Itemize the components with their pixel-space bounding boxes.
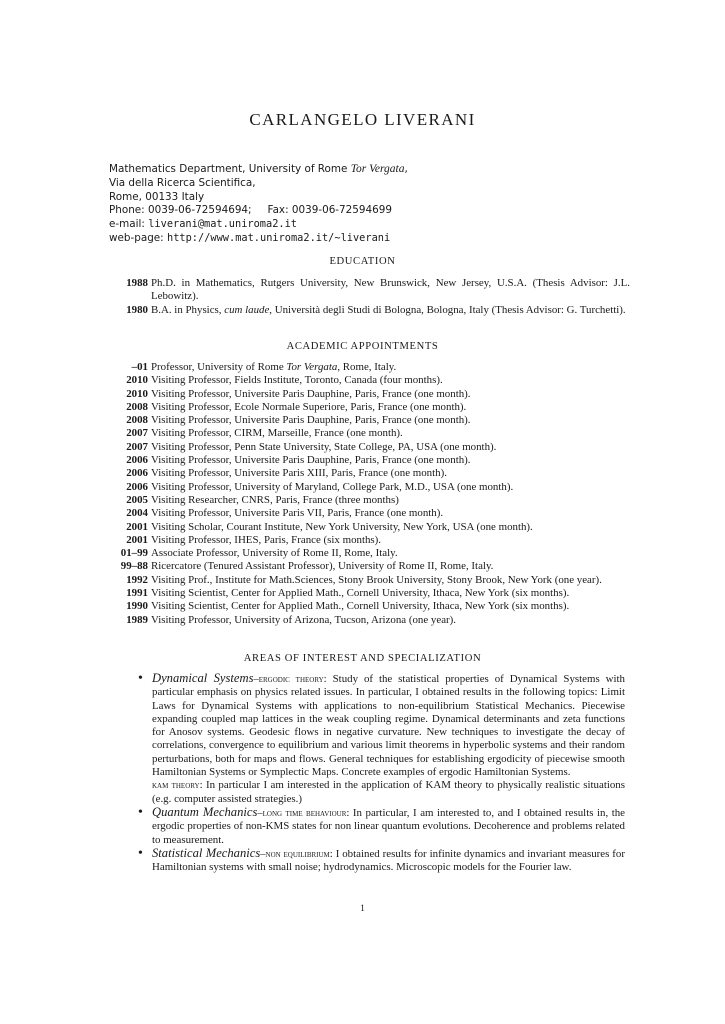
entry-year: 1989 [126,613,148,626]
phone-fax-line [109,204,408,218]
entry-year: 1988 [126,277,148,289]
entry-description: Visiting Professor, Universite Paris VII, Paris, France (one month). [151,507,444,520]
web-address: http://www.mat.uniroma2.it/~liverani [167,231,391,244]
appointments-entry [100,374,630,387]
entry-year: 2005 [126,493,148,506]
area-description: : In particular I am interested in the application of KAM theory to physically realistic situations (e.g. computer assisted strategies.) [152,779,625,805]
appointments-entry [100,521,630,534]
phone-number: Phone: 0039-06-72594694; [109,204,252,217]
entry-year: 1992 [126,573,148,586]
area-item [138,806,625,847]
appointments-heading: ACADEMIC APPOINTMENTS [286,341,439,352]
entry-year: 1980 [126,303,148,316]
entry-description [151,361,630,374]
entry-description: Visiting Scientist, Center for Applied Math., Cornell University, Ithaca, New York (six months). [151,600,570,613]
entry-year: 2008 [126,400,148,413]
entry-year: 2010 [126,387,148,400]
appointments-entry [100,600,630,613]
area-text [152,847,625,875]
entry-text: B.A. in Physics, [151,303,225,316]
education-list [100,277,630,317]
appointments-entry [100,494,630,507]
entry-text: , Rome, Italy. [337,361,397,373]
entry-year: 1991 [126,587,148,600]
appointments-entry [100,534,630,547]
street-line: Via della Ricerca Scientifica, [109,176,256,189]
entry-year: 2007 [126,427,148,440]
area-subtopic: –non equilibrium [260,848,330,860]
contact-block [109,163,408,246]
area-description: : I obtained results for infinite dynamics and invariant measures for Hamiltonian systems with small noise; hydrodynamics. Microscopic models for the Fourier law. [152,847,625,874]
entry-description: Visiting Professor, Ecole Normale Superiore, Paris, France (one month). [151,400,467,413]
entry-text: , Università degli Studi di Bologna, Bologna, Italy (Thesis Advisor: G. Turchetti). [269,303,626,316]
entry-year: 2006 [126,467,148,480]
bullet-icon: • [138,671,143,686]
areas-heading: AREAS OF INTEREST AND SPECIALIZATION [243,653,482,664]
appointments-list [100,361,630,627]
fax-number: Fax: 0039-06-72594699 [267,204,392,217]
appointments-entry [100,467,630,480]
entry-year: 2001 [126,533,148,546]
entry-emphasis: cum laude [224,303,270,316]
web-line [109,232,408,246]
appointments-entry [100,388,630,401]
entry-description: Ph.D. in Mathematics, Rutgers University, New Brunswick, New Jersey, U.S.A. (Thesis Advisor: J.L. Lebowitz). [151,277,630,303]
area-text [152,806,625,847]
entry-year: 1990 [126,600,148,613]
entry-description: Visiting Professor, CIRM, Marseille, France (one month). [151,427,403,440]
entry-description: Visiting Professor, Penn State University, State College, PA, USA (one month). [151,440,497,453]
appointments-entry [100,441,630,454]
entry-year: 2006 [126,454,148,467]
area-topic: Statistical Mechanics [152,845,261,860]
entry-description: Visiting Professor, Universite Paris XIII, Paris, France (one month). [151,467,447,480]
appointments-entry [100,587,630,600]
entry-year: 2010 [126,374,148,387]
education-entry [100,304,630,317]
entry-description: Visiting Professor, University of Arizona, Tucson, Arizona (one year). [151,613,457,626]
entry-description: Visiting Professor, Universite Paris Dauphine, Paris, France (one month). [151,454,471,467]
appointments-entry [100,560,630,573]
page-title: CARLANGELO LIVERANI [249,110,476,129]
appointments-entry [100,427,630,440]
area-subtopic: –ergodic theory [253,674,324,685]
areas-list [138,672,625,874]
entry-description: Visiting Prof., Institute for Math.Sciences, Stony Brook University, Stony Brook, New York (one year). [151,573,602,586]
web-label: web-page: [109,231,167,244]
education-heading: EDUCATION [329,256,396,267]
area-text [152,672,625,806]
email-line [109,218,408,232]
entry-description: Visiting Researcher, CNRS, Paris, France (three months) [151,493,399,506]
bullet-icon: • [138,845,143,861]
appointments-entry [100,547,630,560]
appointments-entry [100,361,630,374]
entry-year: 01–99 [120,547,148,560]
area-topic: Quantum Mechanics [152,804,258,819]
appointments-entry [100,614,630,627]
department-text: Mathematics Department, University of Rome [109,163,351,175]
area-subtopic: kam theory [152,780,200,792]
entry-description: Visiting Professor, IHES, Paris, France (six months). [151,533,382,546]
email-label: e-mail: [109,218,149,231]
entry-year: –01 [131,361,148,373]
entry-emphasis: Tor Vergata [286,361,338,373]
entry-description: Ricercatore (Tenured Assistant Professor), University of Rome II, Rome, Italy. [151,560,494,573]
page-number: 1 [360,904,365,914]
entry-year: 99–88 [120,560,148,573]
entry-year: 2004 [126,507,148,520]
entry-description [151,304,630,317]
entry-year: 2008 [126,414,148,427]
appointments-entry [100,401,630,414]
appointments-entry [100,574,630,587]
entry-description: Visiting Scientist, Center for Applied Math., Cornell University, Ithaca, New York (six months). [151,587,570,600]
department-line [109,163,408,177]
entry-description: Visiting Scholar, Courant Institute, New York University, New York, USA (one month). [151,520,533,533]
entry-description: Visiting Professor, Fields Institute, Toronto, Canada (four months). [151,374,443,387]
entry-year: 2006 [126,480,148,493]
area-item [138,672,625,806]
entry-description: Visiting Professor, Universite Paris Dauphine, Paris, France (one month). [151,387,471,400]
appointments-entry [100,414,630,427]
area-topic: Dynamical Systems [152,671,254,685]
appointments-entry [100,454,630,467]
entry-year: 2007 [126,440,148,453]
education-entry [100,277,630,304]
email-address: liverani@mat.uniroma2.it [148,218,298,231]
department-campus: Tor Vergata [350,163,405,175]
appointments-entry [100,507,630,520]
entry-description: Visiting Professor, Universite Paris Dauphine, Paris, France (one month). [151,414,471,427]
area-description: : Study of the statistical properties of Dynamical Systems with particular emphasis on physics related issues. In particular, I obtained results in the following topics: Limit Laws for Dynamical Systems with applications to non-equilibrium Statistical Mechanics. Piecewise expanding coupled map lattices in the weak coupling regime. Dynamical determinants and zeta functions for Anosov systems. Geodesic flows in negative curvature. New techniques to investigate the decay of correlations, convergence to equilibrium and various limit theorems in hyperbolic systems and their random perturbations, both for maps and flows. General techniques for establishing ergodicity of piecewise smooth Hamiltonian Systems or Symplectic Maps. Concrete examples of ergodic Hamiltonian Systems. [152,673,625,779]
entry-text: Professor, University of Rome [151,361,287,373]
entry-description: Associate Professor, University of Rome II, Rome, Italy. [151,547,398,560]
department-suffix: , [404,163,408,175]
entry-description: Visiting Professor, University of Maryland, College Park, M.D., USA (one month). [151,480,514,493]
appointments-entry [100,481,630,494]
entry-year: 2001 [126,520,148,533]
area-description: : In particular, I am interested to, and I obtained results in, the ergodic properties of non-KMS states for non linear quantum evolutions. Decoherence and problems related to measurement. [152,806,626,846]
bullet-icon: • [138,804,143,820]
area-item [138,847,625,875]
city-line: Rome, 00133 Italy [109,190,205,203]
area-subtopic: –long time behaviour [257,807,347,819]
